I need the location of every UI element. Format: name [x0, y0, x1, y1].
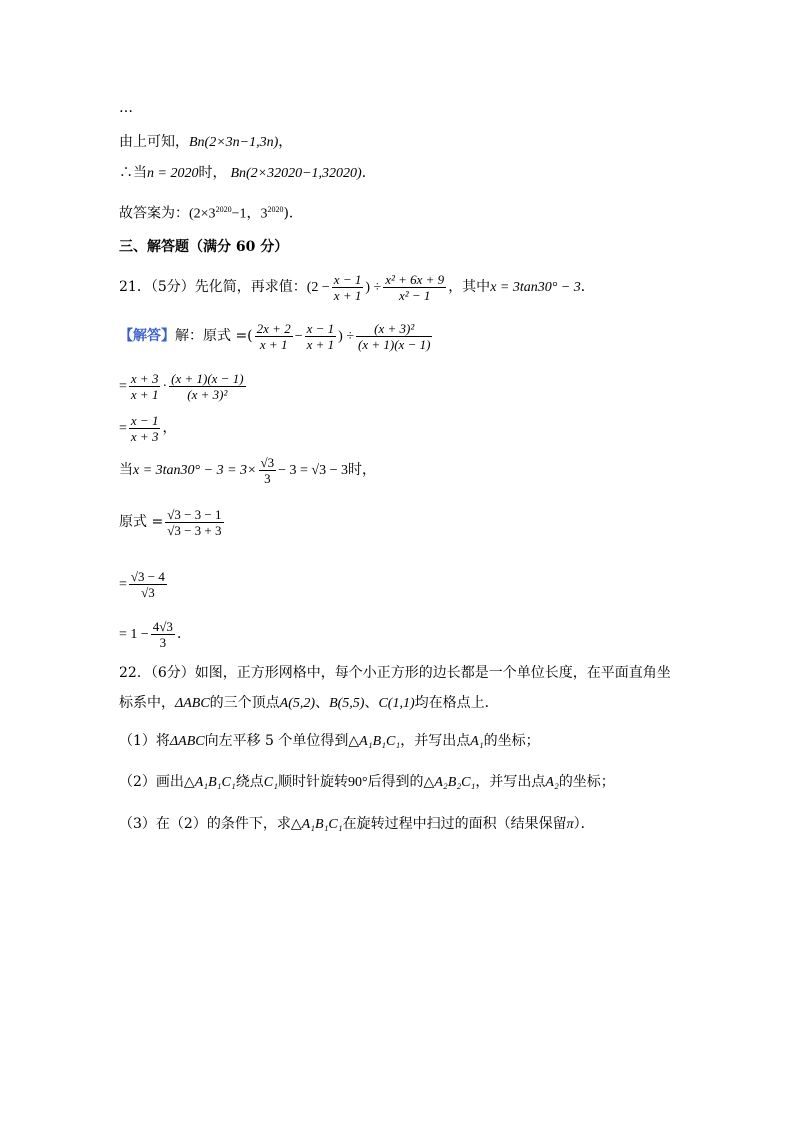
solution-step-4: 当x = 3tan30° − 3 = 3× $\frac{√3}{3}$ − 3 = √3 − 3时， — [119, 454, 377, 486]
answer-line: 故答案为：($2\times 3^{2020}-1$，$3^{2020}$)． — [119, 205, 303, 222]
question-22-part-2: （2）画出△A₁B₁C₁绕点C₁顺时针旋转90°后得到的△A₂B₂C₁，并写出点A₂的坐标； — [119, 774, 615, 790]
fraction: $\frac{(x + 1)(x - 1)}{\text{(x + 3)²}}$ — [171, 370, 244, 402]
conclusion-line: 由上可知，Bn(2×3n−1,3n)， — [119, 134, 293, 150]
question-22-part-3: （3）在（2）的条件下，求△A₁B₁C₁在旋转过程中扫过的面积（结果保留π）． — [119, 816, 595, 832]
question-22-line-1: 22．（6分）如图，正方形网格中，每个小正方形的边长都是一个单位长度，在平面直角坐 — [119, 665, 671, 681]
ellipsis: … — [119, 100, 133, 116]
question-22-line-2: 标系中，ΔABC的三个顶点A(5,2)、B(5,5)、C(1,1)均在格点上． — [119, 695, 499, 711]
n-2020-line: ∴当n = 2020时， Bn(2×32020−1,32020)． — [119, 165, 376, 181]
solution-step-3: = $\frac{x - 1}{x + 3}$ ， — [119, 412, 177, 444]
question-22-part-1: （1）将ΔABC向左平移 5 个单位得到△A₁B₁C₁，并写出点A₁的坐标； — [119, 733, 540, 749]
solution-step-5: 原式 = $\frac{√3 - 3 - 1}{√3 - 3 + 3}$ — [119, 506, 222, 538]
fraction: $\frac{√3}{3}$ — [260, 454, 275, 486]
fraction: $\frac{x - 1}{x + 1}$ — [306, 320, 335, 352]
fraction: $\frac{√3 - 3 - 1}{√3 - 3 + 3}$ — [167, 506, 222, 538]
fraction: $\frac{x + 3}{x + 1}$ — [130, 370, 159, 402]
fraction: $\frac{2x + 2}{x + 1}$ — [256, 320, 291, 352]
question-21: 21．（5分）先化简，再求值：(2 − $\frac{x - 1}{x + 1}$ ) ÷ $\frac{\text{x² + 6x + 9}}{\text{x² − 1}}$ ，其中x = 3tan30° − 3． — [119, 271, 595, 303]
fraction: $\frac{\text{x² + 6x + 9}}{\text{x² − 1}}$ — [385, 271, 445, 303]
solution-step-2: = $\frac{x + 3}{x + 1}$ · $\frac{(x + 1)(x - 1)}{\text{(x + 3)²}}$ — [119, 370, 244, 402]
fraction: $\frac{4√3}{3}$ — [152, 618, 173, 650]
solution-step-7: = 1 − $\frac{4√3}{3}$ ． — [119, 618, 191, 650]
solution-step-1: 【解答】解：原式 =( $\frac{2x + 2}{x + 1}$ − $\frac{x - 1}{x + 1}$ ) ÷ $\frac{\text{(x + 3)²}}{(x + 1)(x - 1)}$ — [119, 320, 431, 352]
solution-step-6: = $\frac{√3 - 4}{√3}$ — [119, 568, 165, 600]
answer-tag: 【解答】 — [119, 328, 175, 344]
fraction: $\frac{\text{(x + 3)²}}{(x + 1)(x - 1)}$ — [358, 320, 431, 352]
fraction: $\frac{x - 1}{x + 1}$ — [333, 271, 362, 303]
fraction: $\frac{√3 - 4}{√3}$ — [130, 568, 165, 600]
fraction: $\frac{x - 1}{x + 3}$ — [130, 412, 159, 444]
section-heading: 三、解答题（满分 60 分） — [119, 239, 289, 255]
